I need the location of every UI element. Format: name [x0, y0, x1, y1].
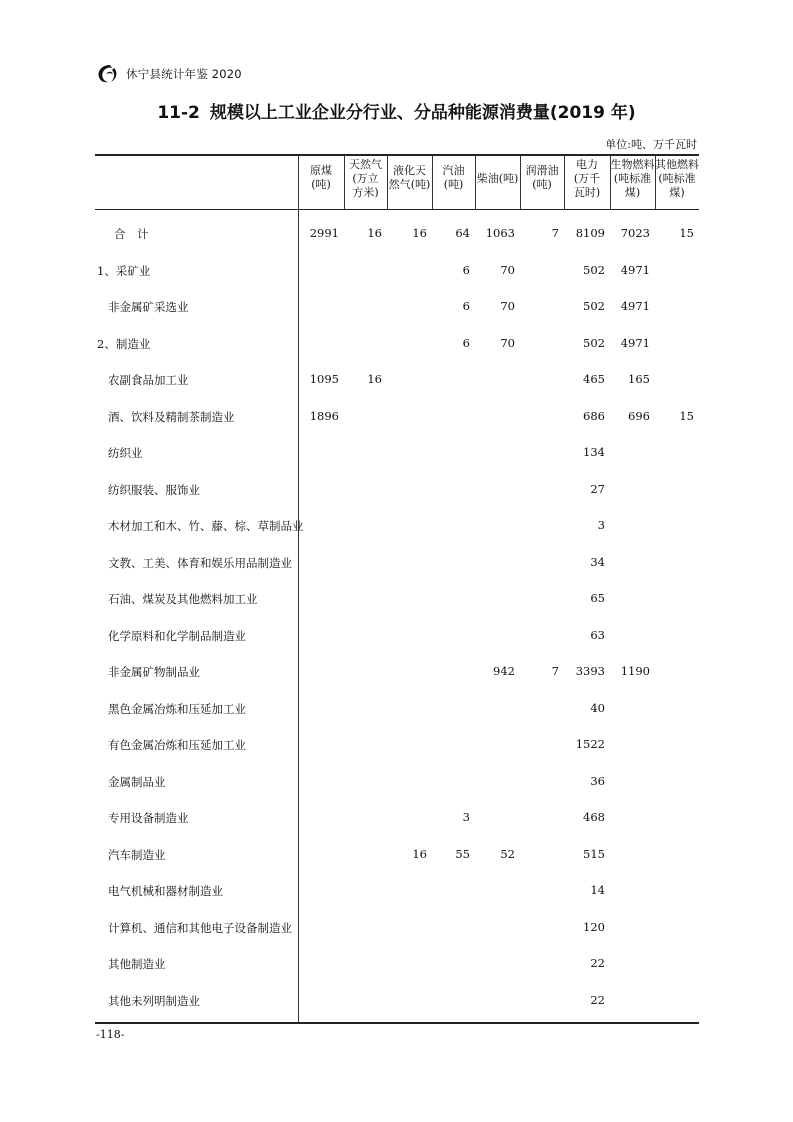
column-header-line: (吨标准 [613, 172, 652, 185]
table-row [0, 774, 793, 794]
row-label: 黑色金属冶炼和压延加工业 [108, 701, 246, 716]
column-header-line: 柴油(吨) [476, 172, 519, 185]
row-label: 1、采矿业 [97, 263, 151, 278]
cell-value: 16 [412, 846, 427, 861]
table-row [0, 847, 793, 867]
column-header-line: (吨标准 [658, 172, 696, 185]
running-head [96, 62, 242, 86]
column-header [610, 158, 655, 200]
column-header-line: 电力 [576, 158, 598, 171]
cell-value: 22 [590, 956, 605, 970]
row-label: 农副食品加工业 [108, 373, 189, 387]
cell-value: 502 [583, 262, 605, 277]
cell-value: 16 [367, 372, 382, 386]
column-header-line: 原煤 [310, 164, 332, 177]
column-header-line: (吨) [443, 178, 464, 191]
column-header-line: 其他燃料 [655, 158, 699, 171]
column-header [655, 158, 699, 200]
cell-value: 3393 [575, 664, 605, 678]
cell-value: 686 [583, 408, 605, 423]
cell-value: 7 [551, 664, 559, 678]
column-header [475, 172, 520, 186]
row-label: 非金属矿采选业 [108, 300, 189, 314]
cell-value: 4971 [620, 335, 650, 350]
cell-value: 55 [455, 846, 470, 861]
column-header-line: (万立 [352, 172, 379, 185]
column-header [520, 164, 564, 192]
book-title: 休宁县统计年鉴 2020 [126, 67, 242, 81]
cell-value: 7 [551, 226, 559, 240]
row-label: 非金属矿物制品业 [108, 665, 200, 679]
column-header-line: 煤) [624, 186, 641, 199]
table-row [0, 664, 793, 684]
cell-value: 502 [583, 335, 605, 350]
row-label: 专用设备制造业 [108, 811, 189, 825]
table-title-text: 规模以上工业企业分行业、分品种能源消费量(2019 年) [209, 103, 636, 123]
cell-value: 696 [628, 408, 650, 423]
table-title [0, 98, 793, 123]
table-header-rule [95, 209, 699, 210]
cell-value: 6 [462, 262, 470, 277]
column-header [387, 164, 432, 192]
cell-value: 1063 [485, 226, 515, 240]
cell-value: 15 [679, 408, 694, 423]
column-header [298, 164, 344, 192]
cell-value: 70 [500, 299, 515, 313]
cell-value: 4971 [620, 262, 650, 277]
row-label: 木材加工和木、竹、藤、棕、草制品业 [108, 519, 304, 533]
column-header-line: 汽油 [442, 164, 465, 177]
cell-value: 7023 [620, 226, 650, 240]
row-label: 化学原料和化学制品制造业 [108, 628, 246, 643]
cell-value: 465 [583, 372, 605, 386]
column-header-line: 瓦时) [573, 186, 601, 199]
column-header-line: (吨) [311, 178, 331, 191]
cell-value: 63 [590, 627, 605, 642]
cell-value: 14 [590, 883, 605, 897]
table-row [0, 701, 793, 721]
table-row [0, 482, 793, 502]
cell-value: 52 [500, 846, 515, 861]
table-row [0, 628, 793, 648]
cell-value: 502 [583, 299, 605, 313]
cell-value: 1190 [620, 664, 650, 678]
column-header [344, 158, 387, 200]
cell-value: 1896 [309, 408, 339, 423]
cell-value: 1522 [575, 737, 605, 751]
row-label: 文教、工美、体育和娱乐用品制造业 [108, 555, 292, 570]
row-label: 电气机械和器材制造业 [108, 884, 223, 898]
cell-value: 65 [590, 591, 605, 605]
table-row [0, 956, 793, 976]
table-row [0, 993, 793, 1013]
page-number: -118- [96, 1028, 125, 1041]
table-row [0, 445, 793, 465]
cell-value: 6 [462, 335, 470, 350]
cell-value: 16 [367, 226, 382, 240]
cell-value: 40 [590, 700, 605, 715]
cell-value: 27 [590, 481, 605, 496]
table-row [0, 810, 793, 830]
table-row [0, 737, 793, 757]
column-header-line: 然气(吨) [388, 178, 431, 191]
row-label: 汽车制造业 [108, 847, 166, 862]
table-row [0, 299, 793, 319]
column-header-line: 润滑油 [525, 164, 559, 177]
column-header-line: 液化天 [393, 164, 426, 177]
table-row [0, 555, 793, 575]
cell-value: 22 [590, 992, 605, 1007]
cell-value: 3 [462, 810, 470, 824]
table-row [0, 591, 793, 611]
unit-note: 单位:吨、万千瓦时 [605, 138, 697, 151]
column-header-line: 生物燃料 [610, 158, 655, 171]
cell-value: 134 [583, 445, 605, 459]
cell-value: 515 [583, 846, 605, 861]
cell-value: 942 [493, 664, 515, 678]
row-label: 其他制造业 [108, 957, 166, 971]
cell-value: 468 [583, 810, 605, 824]
cell-value: 70 [500, 262, 515, 277]
column-header-line: (万千 [573, 172, 601, 185]
table-number: 11-2 [157, 103, 200, 123]
row-label: 有色金属冶炼和压延加工业 [108, 738, 246, 752]
row-label: 酒、饮料及精制茶制造业 [108, 409, 235, 424]
row-label: 其他未列明制造业 [108, 993, 200, 1008]
table-row [0, 226, 793, 246]
row-label: 合 计 [114, 227, 149, 241]
table-row [0, 518, 793, 538]
table-row [0, 372, 793, 392]
cell-value: 2991 [309, 226, 339, 240]
yearbook-logo-icon [96, 63, 120, 85]
cell-value: 70 [500, 335, 515, 350]
cell-value: 1095 [309, 372, 339, 386]
cell-value: 15 [679, 226, 694, 240]
cell-value: 8109 [575, 226, 605, 240]
column-header [564, 158, 610, 200]
column-header-line: 天然气 [349, 158, 382, 171]
cell-value: 34 [590, 554, 605, 569]
cell-value: 36 [590, 773, 605, 788]
row-label: 纺织业 [108, 446, 143, 460]
column-header-line: 方米) [352, 186, 379, 199]
cell-value: 3 [597, 518, 605, 532]
cell-value: 120 [583, 919, 605, 934]
table-row [0, 263, 793, 283]
row-label: 2、制造业 [97, 336, 151, 351]
table-bottom-rule [95, 1022, 699, 1024]
column-header-line: 煤) [669, 186, 685, 199]
table-top-rule [95, 154, 699, 156]
cell-value: 165 [628, 372, 650, 386]
row-label: 金属制品业 [108, 774, 166, 789]
row-label: 石油、煤炭及其他燃料加工业 [108, 592, 258, 606]
cell-value: 6 [462, 299, 470, 313]
cell-value: 16 [412, 226, 427, 240]
cell-value: 4971 [620, 299, 650, 313]
table-row [0, 336, 793, 356]
column-header-line: (吨) [532, 178, 552, 191]
cell-value: 64 [455, 226, 470, 240]
table-row [0, 883, 793, 903]
row-label: 纺织服装、服饰业 [108, 482, 200, 497]
column-header [432, 164, 475, 192]
row-label: 计算机、通信和其他电子设备制造业 [108, 920, 292, 935]
table-row [0, 920, 793, 940]
table-row [0, 409, 793, 429]
